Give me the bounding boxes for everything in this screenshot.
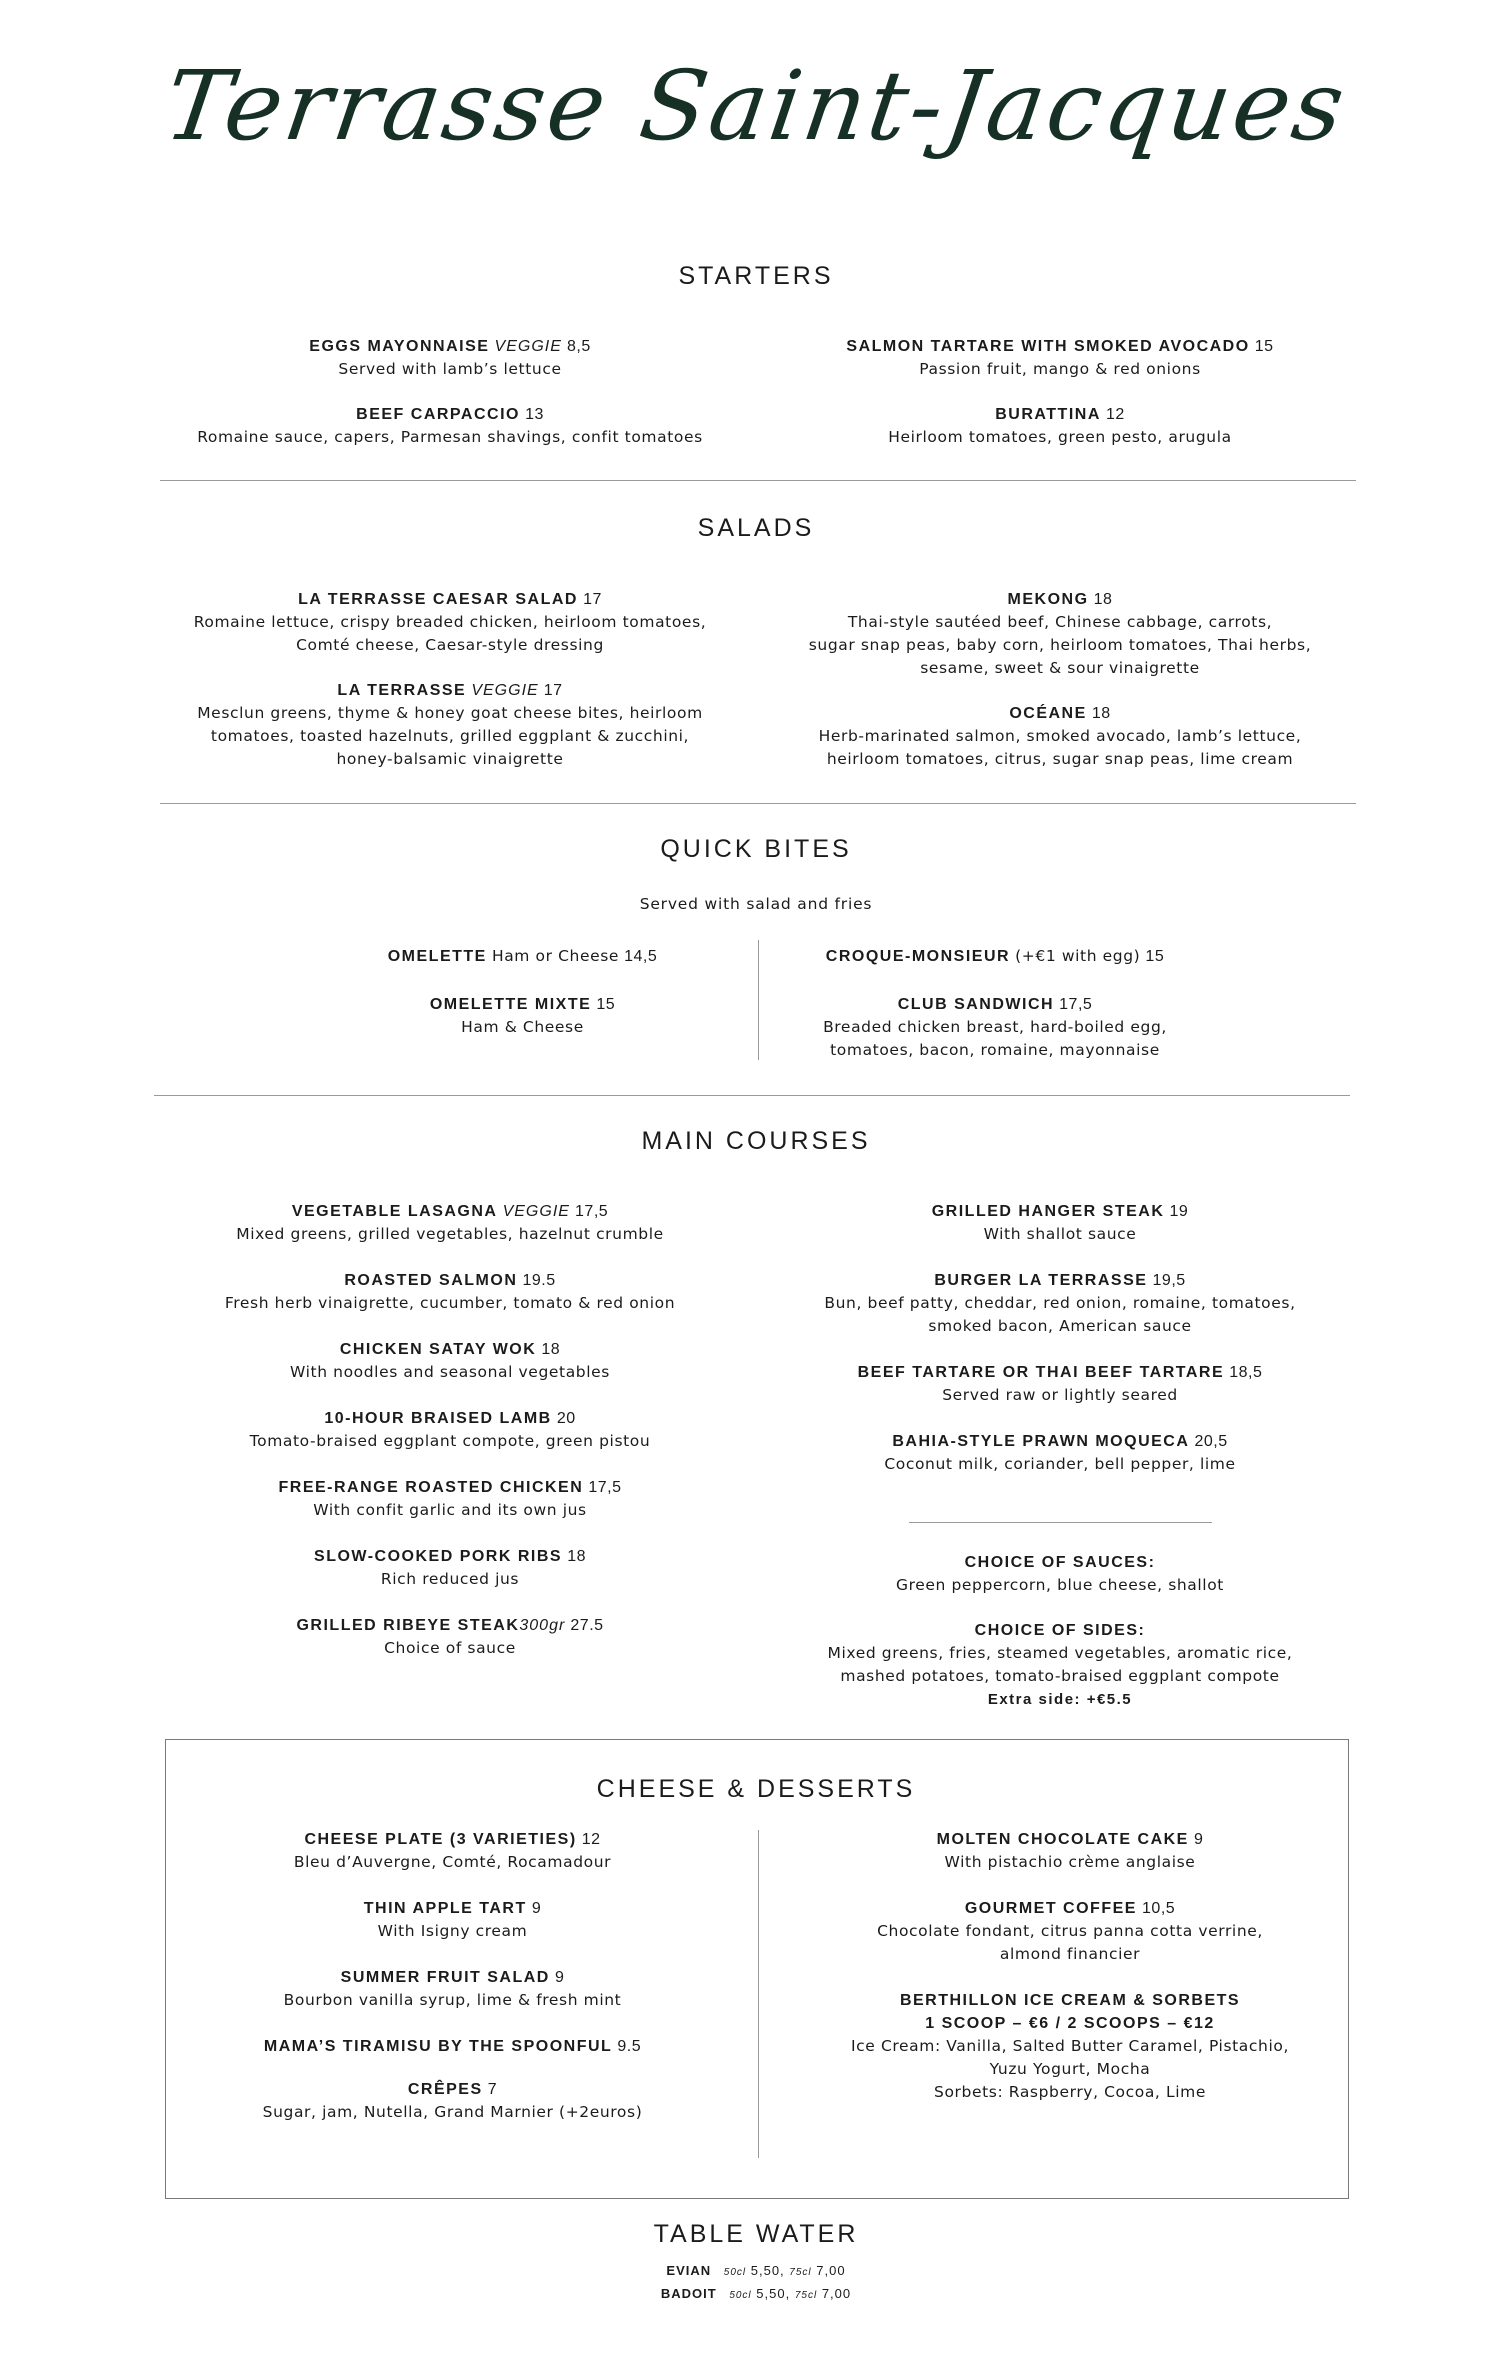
quick-bites-heading: QUICK BITES <box>660 835 852 863</box>
item-description: With shallot sauce <box>983 1225 1137 1243</box>
item-description: Ham or Cheese <box>491 947 620 965</box>
water-unit: 50cl <box>729 2290 752 2301</box>
item-price: 15 <box>1254 338 1274 355</box>
sides-title: CHOICE OF SIDES: <box>974 1622 1146 1639</box>
salads-left-column <box>150 588 750 771</box>
water-price: 5,50, <box>756 2286 791 2301</box>
item-description: Ice Cream: Vanilla, Salted Butter Caramel, Pistachio, <box>851 2037 1289 2055</box>
item-price: 27.5 <box>570 1617 604 1634</box>
item-name: FREE-RANGE ROASTED CHICKEN <box>278 1479 584 1496</box>
item-name: MEKONG <box>1007 591 1089 608</box>
menu-item <box>300 993 745 1039</box>
menu-item <box>760 1269 1360 1338</box>
item-tag: VEGGIE <box>494 338 562 355</box>
item-name: ROASTED SALMON <box>344 1272 518 1289</box>
item-price: 12 <box>1105 406 1125 423</box>
item-price: 12 <box>581 1831 601 1848</box>
item-name: GRILLED HANGER STEAK <box>931 1203 1165 1220</box>
item-price: 17 <box>543 682 563 699</box>
quick-bites-right-column <box>770 945 1220 1062</box>
item-tag: VEGGIE <box>471 682 539 699</box>
item-price: 9 <box>531 1900 542 1917</box>
item-description: With pistachio crème anglaise <box>944 1853 1196 1871</box>
item-name: CHEESE PLATE (3 VARIETIES) <box>304 1831 577 1848</box>
item-name: 10-HOUR BRAISED LAMB <box>324 1410 552 1427</box>
sides-block <box>760 1619 1360 1711</box>
item-tag: VEGGIE <box>502 1203 570 1220</box>
item-price: 9 <box>554 1969 565 1986</box>
item-name: SALMON TARTARE WITH SMOKED AVOCADO <box>846 338 1250 355</box>
item-price: 18,5 <box>1229 1364 1263 1381</box>
item-description: Romaine lettuce, crispy breaded chicken, heirloom tomatoes, <box>193 613 707 631</box>
item-description: smoked bacon, American sauce <box>928 1317 1192 1335</box>
menu-item <box>150 1200 750 1246</box>
column-divider <box>758 1830 759 2158</box>
water-heading: TABLE WATER <box>653 2220 859 2248</box>
item-description: Bun, beef patty, cheddar, red onion, romaine, tomatoes, <box>824 1294 1296 1312</box>
menu-item <box>180 1828 725 1874</box>
sauces-title: CHOICE OF SAUCES: <box>964 1554 1156 1571</box>
menu-item <box>760 335 1360 381</box>
water-price: 7,00 <box>821 2286 852 2301</box>
short-divider <box>909 1522 1212 1523</box>
main-courses-right-column <box>760 1200 1360 1711</box>
quick-bites-left-column <box>300 945 745 1039</box>
item-description: Rich reduced jus <box>380 1570 520 1588</box>
item-name: OCÉANE <box>1009 705 1087 722</box>
menu-item <box>150 1407 750 1453</box>
menu-item <box>180 1966 725 2012</box>
item-price: 19,5 <box>1152 1272 1186 1289</box>
menu-item <box>770 945 1220 968</box>
sauces-description: Green peppercorn, blue cheese, shallot <box>896 1576 1224 1594</box>
column-divider <box>758 940 759 1060</box>
item-name: CRÊPES <box>407 2081 483 2098</box>
item-name: MOLTEN CHOCOLATE CAKE <box>936 1831 1189 1848</box>
sides-description: mashed potatoes, tomato-braised eggplant compote <box>840 1667 1280 1685</box>
item-price: 18 <box>541 1341 561 1358</box>
item-price: 13 <box>525 406 544 423</box>
item-name: EGGS MAYONNAISE <box>309 338 490 355</box>
item-description: tomatoes, toasted hazelnuts, grilled eggplant & zucchini, <box>210 727 690 745</box>
item-description: With confit garlic and its own jus <box>313 1501 587 1519</box>
water-unit: 75cl <box>789 2267 812 2278</box>
item-price: 7 <box>487 2081 498 2098</box>
section-divider <box>160 480 1356 481</box>
item-description: honey-balsamic vinaigrette <box>336 750 564 768</box>
sides-description: Mixed greens, fries, steamed vegetables, aromatic rice, <box>827 1644 1293 1662</box>
menu-item <box>180 1897 725 1943</box>
item-price: 20 <box>556 1410 576 1427</box>
menu-item <box>150 588 750 657</box>
item-price: 17 <box>583 591 602 608</box>
item-name: LA TERRASSE CAESAR SALAD <box>298 591 578 608</box>
menu-item <box>760 1200 1360 1246</box>
menu-item <box>180 2078 725 2124</box>
item-name: MAMA’S TIRAMISU BY THE SPOONFUL <box>263 2038 613 2055</box>
desserts-right-column <box>790 1828 1350 2104</box>
item-description: Bourbon vanilla syrup, lime & fresh mint <box>283 1991 622 2009</box>
item-price: 19.5 <box>522 1272 556 1289</box>
item-description: Thai-style sautéed beef, Chinese cabbage, carrots, <box>847 613 1273 631</box>
item-price: 10,5 <box>1142 1900 1176 1917</box>
menu-item <box>150 1269 750 1315</box>
item-name: SUMMER FRUIT SALAD <box>340 1969 550 1986</box>
menu-item <box>760 1430 1360 1476</box>
menu-item <box>300 945 745 968</box>
quick-bites-subtitle: Served with salad and fries <box>639 895 873 913</box>
item-price: 9.5 <box>617 2038 642 2055</box>
menu-item <box>150 1476 750 1522</box>
item-description: Bleu d’Auvergne, Comté, Rocamadour <box>293 1853 612 1871</box>
salads-right-column <box>760 588 1360 771</box>
item-name: BAHIA-STYLE PRAWN MOQUECA <box>892 1433 1190 1450</box>
water-item <box>0 2263 1512 2278</box>
water-price: 5,50, <box>750 2263 785 2278</box>
menu-item <box>760 702 1360 771</box>
item-description: Breaded chicken breast, hard-boiled egg, <box>823 1018 1167 1036</box>
item-description: heirloom tomatoes, citrus, sugar snap peas, lime cream <box>826 750 1294 768</box>
item-description: Yuzu Yogurt, Mocha <box>989 2060 1151 2078</box>
starters-heading: STARTERS <box>678 262 834 290</box>
item-description: Mesclun greens, thyme & honey goat cheese bites, heirloom <box>197 704 703 722</box>
item-name: GOURMET COFFEE <box>964 1900 1137 1917</box>
menu-item <box>790 1989 1350 2104</box>
item-name: BEEF TARTARE OR THAI BEEF TARTARE <box>857 1364 1225 1381</box>
menu-item <box>150 335 750 381</box>
item-description: almond financier <box>999 1945 1141 1963</box>
menu-item <box>760 403 1360 449</box>
menu-item <box>790 1897 1350 1966</box>
item-extra: (+€1 with egg) <box>1015 947 1141 965</box>
menu-item <box>760 1361 1360 1407</box>
item-description: Served with lamb’s lettuce <box>338 360 562 378</box>
water-name: BADOIT <box>660 2286 717 2301</box>
item-description: Heirloom tomatoes, green pesto, arugula <box>888 428 1232 446</box>
main-courses-heading: MAIN COURSES <box>641 1127 871 1155</box>
desserts-left-column <box>180 1828 725 2124</box>
item-description: Romaine sauce, capers, Parmesan shavings, confit tomatoes <box>197 428 703 446</box>
item-description: Sugar, jam, Nutella, Grand Marnier (+2euros) <box>262 2103 643 2121</box>
item-description: Sorbets: Raspberry, Cocoa, Lime <box>934 2083 1206 2101</box>
item-name: LA TERRASSE <box>337 682 467 699</box>
item-price: 15 <box>1145 948 1165 965</box>
item-price: 18 <box>1091 705 1111 722</box>
item-description: With noodles and seasonal vegetables <box>290 1363 610 1381</box>
section-divider <box>154 1095 1350 1096</box>
item-name: BURATTINA <box>995 406 1101 423</box>
section-divider <box>160 803 1356 804</box>
item-description: sesame, sweet & sour vinaigrette <box>920 659 1200 677</box>
menu-item <box>180 2035 725 2058</box>
item-description: tomatoes, bacon, romaine, mayonnaise <box>830 1041 1160 1059</box>
item-name: THIN APPLE TART <box>363 1900 527 1917</box>
item-name: OMELETTE <box>387 948 487 965</box>
menu-item <box>770 993 1220 1062</box>
item-price: 18 <box>1093 591 1113 608</box>
item-price: 15 <box>596 996 616 1013</box>
item-description: With Isigny cream <box>377 1922 528 1940</box>
restaurant-title: Terrasse Saint-Jacques <box>158 50 1354 162</box>
menu-item <box>150 1338 750 1384</box>
item-description: Herb-marinated salmon, smoked avocado, lamb’s lettuce, <box>818 727 1302 745</box>
sides-extra: Extra side: +€5.5 <box>987 1691 1133 1708</box>
item-description: Mixed greens, grilled vegetables, hazelnut crumble <box>236 1225 664 1243</box>
item-description: Chocolate fondant, citrus panna cotta verrine, <box>877 1922 1263 1940</box>
salads-heading: SALADS <box>697 514 815 542</box>
item-name: OMELETTE MIXTE <box>429 996 592 1013</box>
menu-item <box>150 679 750 771</box>
item-price: 20,5 <box>1194 1433 1228 1450</box>
item-price: 17,5 <box>575 1203 609 1220</box>
item-price: 19 <box>1169 1203 1189 1220</box>
item-name: BEEF CARPACCIO <box>356 406 520 423</box>
menu-item <box>760 588 1360 680</box>
water-price: 7,00 <box>816 2263 846 2278</box>
item-name: BURGER LA TERRASSE <box>934 1272 1148 1289</box>
menu-item <box>790 1828 1350 1874</box>
item-description: Tomato-braised eggplant compote, green pistou <box>249 1432 651 1450</box>
item-description: Passion fruit, mango & red onions <box>919 360 1201 378</box>
water-item <box>0 2286 1512 2301</box>
item-name: GRILLED RIBEYE STEAK <box>296 1617 520 1634</box>
menu-item <box>150 403 750 449</box>
menu-item <box>150 1614 750 1660</box>
item-description: Choice of sauce <box>384 1639 516 1657</box>
desserts-heading: CHEESE & DESSERTS <box>596 1775 916 1803</box>
menu-item <box>150 1545 750 1591</box>
main-courses-left-column <box>150 1200 750 1660</box>
item-name: BERTHILLON ICE CREAM & SORBETS <box>899 1992 1241 2009</box>
water-name: EVIAN <box>666 2263 712 2278</box>
starters-right-column <box>760 335 1360 449</box>
item-name: VEGETABLE LASAGNA <box>291 1203 498 1220</box>
item-price: 17,5 <box>588 1479 622 1496</box>
starters-left-column <box>150 335 750 449</box>
item-description: Ham & Cheese <box>461 1018 584 1036</box>
water-unit: 50cl <box>723 2267 747 2278</box>
item-description: Fresh herb vinaigrette, cucumber, tomato & red onion <box>224 1294 676 1312</box>
item-description: sugar snap peas, baby corn, heirloom tomatoes, Thai herbs, <box>808 636 1312 654</box>
item-price-line: 1 SCOOP – €6 / 2 SCOOPS – €12 <box>925 2015 1215 2032</box>
sauces-block <box>760 1551 1360 1597</box>
item-name: CHICKEN SATAY WOK <box>339 1341 537 1358</box>
item-price: 18 <box>567 1548 586 1565</box>
item-price: 9 <box>1193 1831 1204 1848</box>
item-description: Served raw or lightly seared <box>942 1386 1178 1404</box>
item-name: CROQUE-MONSIEUR <box>825 948 1011 965</box>
item-description: Comté cheese, Caesar-style dressing <box>296 636 604 654</box>
item-name: SLOW-COOKED PORK RIBS <box>314 1548 563 1565</box>
water-unit: 75cl <box>794 2290 818 2301</box>
item-price: 14,5 <box>624 948 658 965</box>
item-price: 8,5 <box>566 338 591 355</box>
item-price: 17,5 <box>1059 996 1093 1013</box>
item-description: Coconut milk, coriander, bell pepper, lime <box>884 1455 1236 1473</box>
item-tag: 300gr <box>519 1617 566 1634</box>
item-name: CLUB SANDWICH <box>897 996 1055 1013</box>
